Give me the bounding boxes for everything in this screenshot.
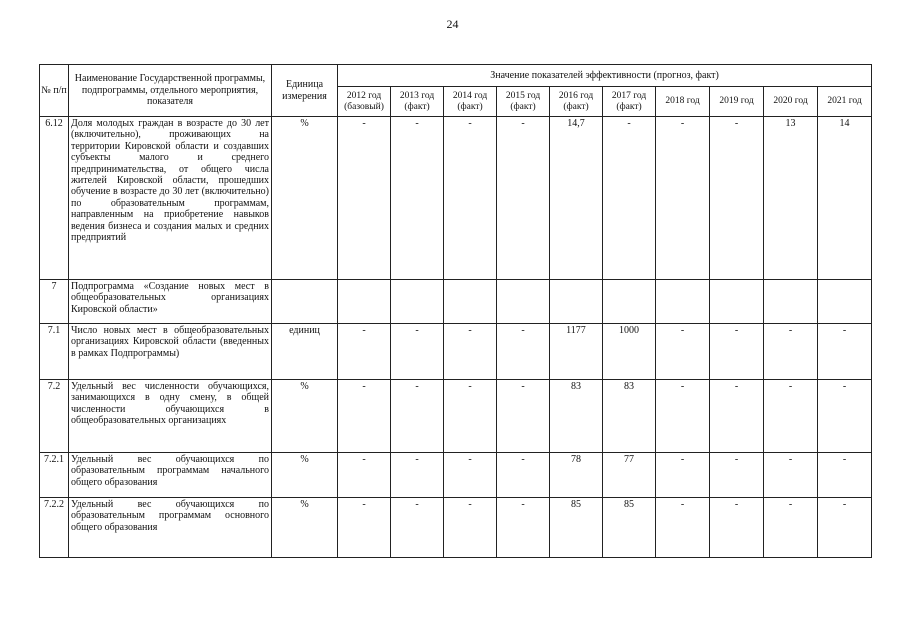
row-name: Число новых мест в общеобразовательных организациях Кировской области (введенных в рамках Подпрограммы) bbox=[69, 324, 272, 380]
row-value-9: - bbox=[818, 324, 872, 380]
header-year-note: (факт) bbox=[616, 101, 642, 112]
row-value-3: - bbox=[497, 498, 550, 558]
header-values: Значение показателей эффективности (прогноз, факт) bbox=[338, 65, 872, 87]
row-unit: % bbox=[272, 117, 338, 280]
header-year-label: 2014 год bbox=[452, 90, 488, 101]
header-year-note: (факт) bbox=[510, 101, 536, 112]
row-value-6: - bbox=[656, 453, 710, 498]
row-value-7: - bbox=[710, 324, 764, 380]
header-year-4 bbox=[550, 87, 603, 117]
row-num: 7.2.2 bbox=[40, 498, 69, 558]
header-year-6 bbox=[656, 87, 710, 117]
header-year-label: 2012 год bbox=[346, 90, 382, 101]
header-year-5 bbox=[603, 87, 656, 117]
row-value-3: - bbox=[497, 453, 550, 498]
header-year-label: 2021 год bbox=[827, 96, 862, 106]
row-value-7: - bbox=[710, 380, 764, 453]
row-unit bbox=[272, 280, 338, 324]
row-value-5: 77 bbox=[603, 453, 656, 498]
header-year-7 bbox=[710, 87, 764, 117]
row-num: 7 bbox=[40, 280, 69, 324]
header-unit: Единица измерения bbox=[272, 65, 338, 117]
row-unit: единиц bbox=[272, 324, 338, 380]
row-value-1: - bbox=[391, 453, 444, 498]
row-value-9 bbox=[818, 280, 872, 324]
row-value-3: - bbox=[497, 117, 550, 280]
header-year-label: 2017 год bbox=[611, 90, 647, 101]
table-row bbox=[40, 453, 872, 498]
table-row bbox=[40, 117, 872, 280]
row-num: 6.12 bbox=[40, 117, 69, 280]
row-num: 7.1 bbox=[40, 324, 69, 380]
table-row bbox=[40, 380, 872, 453]
header-year-2 bbox=[444, 87, 497, 117]
row-value-3: - bbox=[497, 380, 550, 453]
row-unit: % bbox=[272, 453, 338, 498]
row-value-8: - bbox=[764, 453, 818, 498]
row-value-3: - bbox=[497, 324, 550, 380]
row-value-1: - bbox=[391, 117, 444, 280]
row-value-2: - bbox=[444, 453, 497, 498]
row-value-2 bbox=[444, 280, 497, 324]
row-name: Доля молодых граждан в возрасте до 30 лет (включительно), проживающих на территории Кировской области и создавших субъекты малого и среднего предпринимательства, от общего числа жителей Кировской области, прошедших обучение в возрасте до 30 лет (включительно) по образовательным программам, направленным на приобретение навыков ведения бизнеса и создания малых и средних предприятий bbox=[69, 117, 272, 280]
indicators-table bbox=[39, 64, 872, 558]
row-num: 7.2.1 bbox=[40, 453, 69, 498]
row-value-9: 14 bbox=[818, 117, 872, 280]
row-unit: % bbox=[272, 380, 338, 453]
row-name: Удельный вес обучающихся по образовательным программам основного общего образования bbox=[69, 498, 272, 558]
row-value-8: 13 bbox=[764, 117, 818, 280]
row-value-5: 1000 bbox=[603, 324, 656, 380]
header-name: Наименование Государственной программы, подпрограммы, отдельного мероприятия, показателя bbox=[69, 65, 272, 117]
row-num: 7.2 bbox=[40, 380, 69, 453]
table-row bbox=[40, 324, 872, 380]
header-year-note: (факт) bbox=[563, 101, 589, 112]
header-year-3 bbox=[497, 87, 550, 117]
row-value-7: - bbox=[710, 453, 764, 498]
row-value-4: 83 bbox=[550, 380, 603, 453]
header-year-label: 2018 год bbox=[665, 96, 700, 106]
row-value-1 bbox=[391, 280, 444, 324]
row-value-9: - bbox=[818, 498, 872, 558]
row-value-6: - bbox=[656, 117, 710, 280]
row-name: Подпрограмма «Создание новых мест в общеобразовательных организациях Кировской области» bbox=[69, 280, 272, 324]
row-value-0: - bbox=[338, 324, 391, 380]
header-year-label: 2013 год bbox=[399, 90, 435, 101]
table-row bbox=[40, 498, 872, 558]
row-value-4: 1177 bbox=[550, 324, 603, 380]
header-year-label: 2020 год bbox=[773, 96, 808, 106]
row-value-0 bbox=[338, 280, 391, 324]
row-value-0: - bbox=[338, 380, 391, 453]
row-value-8: - bbox=[764, 324, 818, 380]
header-year-note: (факт) bbox=[404, 101, 430, 112]
row-value-1: - bbox=[391, 324, 444, 380]
row-value-2: - bbox=[444, 324, 497, 380]
row-value-9: - bbox=[818, 380, 872, 453]
row-value-7 bbox=[710, 280, 764, 324]
header-year-note: (базовый) bbox=[344, 101, 384, 112]
header-year-0 bbox=[338, 87, 391, 117]
row-value-4 bbox=[550, 280, 603, 324]
header-year-8 bbox=[764, 87, 818, 117]
header-year-9 bbox=[818, 87, 872, 117]
page-number: 24 bbox=[446, 17, 459, 31]
row-unit: % bbox=[272, 498, 338, 558]
header-year-1 bbox=[391, 87, 444, 117]
row-value-5: 83 bbox=[603, 380, 656, 453]
row-value-5 bbox=[603, 280, 656, 324]
row-value-5: - bbox=[603, 117, 656, 280]
row-value-8 bbox=[764, 280, 818, 324]
row-value-2: - bbox=[444, 117, 497, 280]
row-name: Удельный вес численности обучающихся, занимающихся в одну смену, в общей численности обучающихся в общеобразовательных организациях bbox=[69, 380, 272, 453]
row-value-1: - bbox=[391, 380, 444, 453]
table-row bbox=[40, 280, 872, 324]
header-num: № п/п bbox=[40, 65, 69, 117]
row-value-0: - bbox=[338, 498, 391, 558]
row-value-7: - bbox=[710, 117, 764, 280]
row-value-6: - bbox=[656, 498, 710, 558]
row-value-9: - bbox=[818, 453, 872, 498]
row-value-7: - bbox=[710, 498, 764, 558]
row-value-5: 85 bbox=[603, 498, 656, 558]
header-year-label: 2015 год bbox=[505, 90, 541, 101]
row-value-2: - bbox=[444, 498, 497, 558]
header-year-note: (факт) bbox=[457, 101, 483, 112]
row-value-1: - bbox=[391, 498, 444, 558]
row-value-4: 14,7 bbox=[550, 117, 603, 280]
row-value-3 bbox=[497, 280, 550, 324]
row-value-6 bbox=[656, 280, 710, 324]
header-year-label: 2019 год bbox=[719, 96, 754, 106]
header-year-label: 2016 год bbox=[558, 90, 594, 101]
row-value-6: - bbox=[656, 380, 710, 453]
row-value-2: - bbox=[444, 380, 497, 453]
row-value-6: - bbox=[656, 324, 710, 380]
row-value-4: 85 bbox=[550, 498, 603, 558]
row-value-4: 78 bbox=[550, 453, 603, 498]
row-value-8: - bbox=[764, 380, 818, 453]
row-value-0: - bbox=[338, 453, 391, 498]
row-value-0: - bbox=[338, 117, 391, 280]
row-name: Удельный вес обучающихся по образовательным программам начального общего образования bbox=[69, 453, 272, 498]
row-value-8: - bbox=[764, 498, 818, 558]
